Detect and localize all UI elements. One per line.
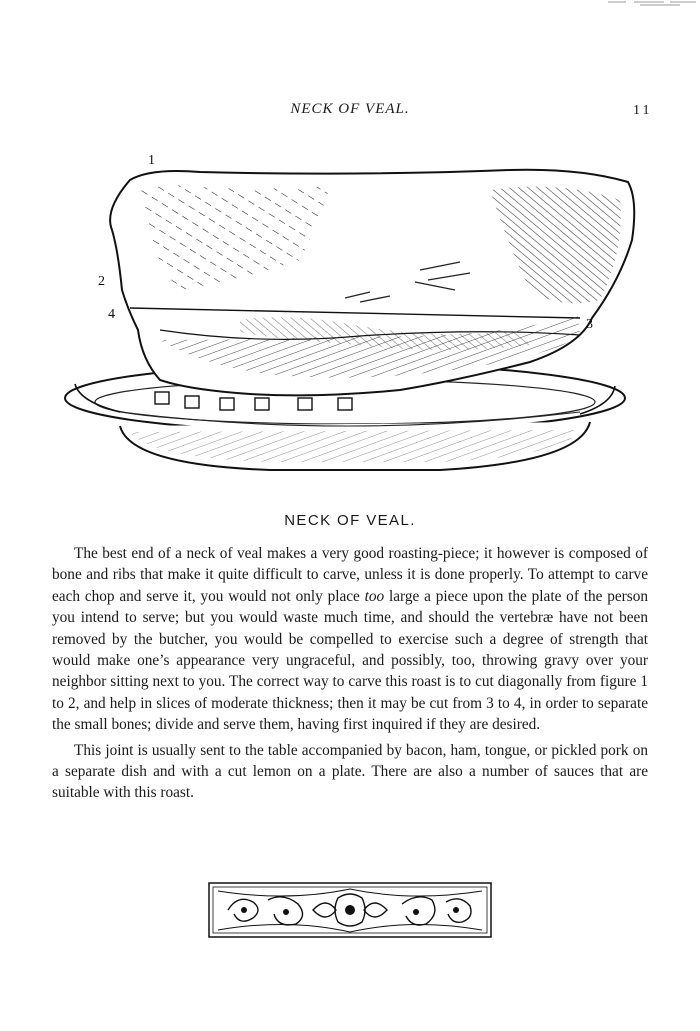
decorative-tailpiece-icon [208, 882, 492, 938]
paragraph-1-start: The best end of a neck of veal makes a very good roasting-piece; it however is composed of bone and ribs that make it quite difficult to carve, unless it is done properly. To attempt to carve each chop and serve it, you would not only place [52, 545, 648, 605]
figure-caption: NECK OF VEAL. [284, 512, 416, 529]
paragraph-1-emphasis: too [364, 587, 385, 605]
figure-label-3: 3 [586, 317, 593, 332]
scan-edge-mark [600, 0, 700, 8]
neck-of-veal-illustration [60, 140, 650, 490]
veal-joint [110, 170, 634, 396]
paragraph-1 [52, 543, 648, 736]
running-head-title: NECK OF VEAL. [290, 101, 410, 117]
figure-label-1: 1 [148, 153, 155, 168]
paragraph-2: This joint is usually sent to the table accompanied by bacon, ham, tongue, or pickled pork on a separate dish and with a cut lemon on a plate. There are also a number of sauces that are suitable with this roast. [52, 741, 648, 802]
page-number: 11 [633, 103, 653, 118]
paragraph-1-end: large a piece upon the plate of the person you intend to serve; but you would waste much time, and should the vertebræ have not been removed by the butcher, you would be compelled to exercise such a degree of strength that would make one’s appearance very ungraceful, and possibly, too, throwing gravy over your neighbor sitting next to you. The correct way to carve this roast is to cut diagonally from figure 1 to 2, and help in slices of moderate thickness; then it may be cut from 3 to 4, in order to separate the small bones; divide and serve them, having first inquired if they are desired. [52, 587, 648, 734]
body-text [52, 543, 648, 804]
figure-label-2: 2 [98, 274, 105, 289]
figure-label-4: 4 [108, 307, 115, 322]
